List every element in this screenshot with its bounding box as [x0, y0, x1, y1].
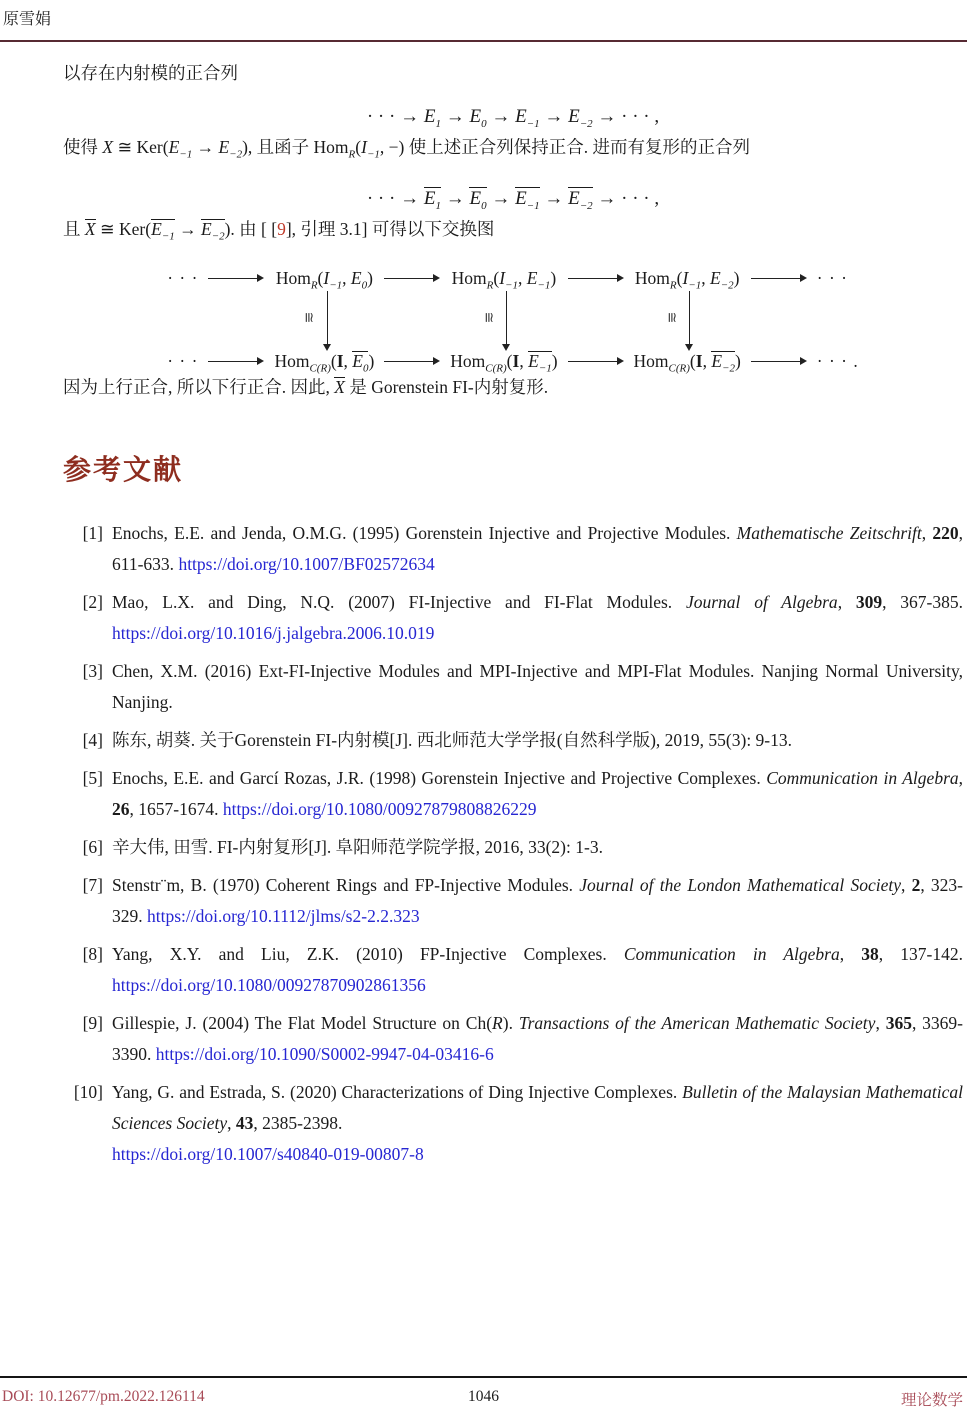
diagram-dots: · · · [816, 268, 849, 288]
text-segment: 43 [235, 1113, 254, 1133]
text-segment: ). [502, 1013, 519, 1033]
text-segment: I [695, 351, 703, 371]
text-segment: 陈东, 胡葵. 关于Gorenstein FI-内射模[J]. 西北师范大学学报(自然科学版), 2019, 55(3): 9-13. [112, 730, 793, 750]
text-segment: , [342, 268, 351, 288]
text-segment: Journal of the London Mathematical Society [579, 875, 901, 895]
subscript: −2 [229, 148, 243, 161]
text-segment: Hom$_R$ [451, 268, 494, 292]
text-segment: → [440, 188, 470, 209]
text-segment: , [343, 351, 353, 371]
text-segment: ) [368, 351, 375, 371]
reference-item [63, 656, 963, 718]
text-segment: → · · · , [592, 106, 660, 127]
iso-arrow-down-icon [481, 289, 527, 351]
text-segment: $E_{-2}$ [218, 137, 243, 161]
iso-arrow-down-icon [664, 289, 710, 351]
text-segment: ( [355, 137, 362, 157]
arrow-right-icon [384, 357, 440, 366]
reference-label: [8] [82, 944, 103, 964]
reference-item [63, 939, 963, 1001]
subscript: −1 [538, 362, 552, 375]
arrow-right-icon [384, 274, 440, 283]
page-number: 1046 [468, 1388, 499, 1405]
text-segment: → [192, 137, 219, 157]
text-segment: ) [551, 351, 558, 371]
diagram-cell-bottom-1 [274, 351, 375, 375]
text-segment: Hom$_{C(R)}$ [633, 351, 690, 375]
text-segment: , [875, 1013, 886, 1033]
text-segment: ), 且函子 Hom$_R$ [242, 137, 356, 161]
subscript: 0 [481, 117, 487, 130]
text-segment: , 1657-1674. [129, 799, 223, 819]
text-segment: $E_{-1}$ [528, 351, 552, 375]
arrow-right-icon [208, 357, 264, 366]
text-segment: → [486, 188, 516, 209]
text-segment: → [539, 106, 569, 127]
paragraph-conclusion [63, 372, 963, 402]
reference-item [63, 1077, 963, 1170]
reference-list [63, 518, 963, 1170]
subscript: C(R) [309, 362, 331, 375]
text-segment: 是 Gorenstein FI-内射复形. [344, 377, 549, 397]
reference-label: [2] [82, 592, 103, 612]
subscript: −2 [720, 279, 734, 292]
text-segment: $E_{-1}$ [515, 188, 540, 212]
text-segment: $E_{-2}$ [200, 219, 225, 243]
text-segment: , [958, 768, 964, 788]
commutative-diagram [63, 268, 963, 375]
diagram-cell-bottom-2 [450, 351, 558, 375]
text-segment: ). 由 [ [ [224, 219, 278, 239]
doi-link[interactable]: https://doi.org/10.1016/j.jalgebra.2006.10.019 [112, 623, 435, 643]
text-segment: ( [493, 268, 500, 288]
text-segment: I [336, 351, 344, 371]
text-segment: ( [330, 351, 337, 371]
isomorphism-label: ≅ [300, 311, 316, 324]
text-segment: , [701, 268, 710, 288]
text-segment: → [539, 188, 569, 209]
subscript: 1 [435, 199, 441, 212]
diagram-cell-top-3 [634, 268, 740, 292]
subscript: 0 [361, 279, 368, 292]
subscript: C(R) [485, 362, 507, 375]
text-segment: ) [733, 268, 740, 288]
text-segment: Hom$_R$ [634, 268, 677, 292]
text-segment: , [227, 1113, 236, 1133]
diagram-dots: · · · [167, 351, 199, 371]
text-segment: , 367-385. [882, 592, 964, 612]
subscript: 1 [435, 117, 441, 130]
main-content [63, 58, 963, 1177]
subscript: 0 [362, 362, 369, 375]
reference-label: [9] [82, 1013, 103, 1033]
text-segment: → [486, 106, 516, 127]
text-segment: $E_1$ [423, 188, 441, 212]
text-segment: Bulletin of the Malaysian Mathematical Sciences Society [112, 1082, 963, 1133]
reference-label: [5] [82, 768, 103, 788]
text-segment: $E_{-2}$ [711, 351, 735, 375]
text-segment: Gillespie, J. (2004) The Flat Model Structure on Ch( [112, 1013, 493, 1033]
reference-text [112, 1008, 963, 1070]
arrow-right-icon [568, 274, 624, 283]
reference-label: [10] [73, 1082, 103, 1102]
text-segment: ≅ Ker( [95, 219, 152, 239]
text-segment: X [102, 137, 114, 157]
reference-text [112, 587, 963, 649]
text-segment: , 137-142. [878, 944, 964, 964]
doi-link[interactable]: https://doi.org/10.1080/00927879808826229 [222, 799, 537, 819]
text-segment: $E_{-2}$ [568, 106, 593, 130]
reference-item [63, 725, 963, 756]
text-segment: $I_{-1}$ [323, 268, 343, 292]
reference-item [63, 870, 963, 932]
subscript: −1 [366, 148, 380, 161]
text-segment: Enochs, E.E. and Garcí Rozas, J.R. (1998) Gorenstein Injective and Projective Complexes. [112, 768, 767, 788]
text-segment: Yang, G. and Estrada, S. (2020) Characterizations of Ding Injective Complexes. [112, 1082, 683, 1102]
text-segment: · · · → [366, 188, 424, 209]
text-segment: $E_0$ [352, 351, 369, 375]
reference-text [112, 939, 963, 1001]
text-segment: , [702, 351, 712, 371]
reference-item [63, 587, 963, 649]
subscript: −1 [526, 117, 540, 130]
doi-link[interactable]: https://doi.org/10.1090/S0002-9947-04-03416-6 [155, 1044, 494, 1064]
subscript: −1 [505, 279, 518, 292]
text-segment: $E_1$ [423, 106, 441, 130]
text-segment: , [839, 944, 862, 964]
subscript: −2 [211, 230, 225, 243]
text-segment: , [921, 523, 933, 543]
text-segment: $E_{-2}$ [709, 268, 734, 292]
reference-text [112, 870, 963, 932]
text-segment: 2 [911, 875, 921, 895]
text-segment: 因为上行正合, 所以下行正合. 因此, [63, 377, 335, 397]
subscript: −1 [688, 279, 702, 292]
text-segment: $E_0$ [469, 188, 487, 212]
doi-link[interactable]: https://doi.org/10.1007/s40840-019-00807-8 [112, 1144, 424, 1164]
display-formula-injective-modules [63, 102, 963, 132]
isomorphism-label: ≅ [663, 311, 679, 324]
subscript: R [669, 279, 677, 292]
reference-item [63, 1008, 963, 1070]
reference-text [112, 832, 963, 863]
subscript: R [348, 148, 356, 161]
text-segment: , 323-329. [112, 875, 964, 926]
doi-link[interactable]: https://doi.org/10.1112/jlms/s2-2.2.323 [147, 906, 420, 926]
text-segment: $E_{-1}$ [515, 106, 540, 130]
page-header-author: 原雪娟 [3, 11, 52, 28]
text-segment: Chen, X.M. (2016) Ext-FI-Injective Modules and MPI-Injective and MPI-Flat Modules. Nanjing Normal University, Nanjing. [112, 661, 963, 712]
text-segment: ) [550, 268, 557, 288]
text-segment: 26 [112, 799, 130, 819]
text-segment: $I_{-1}$ [499, 268, 518, 292]
text-segment: ( [506, 351, 513, 371]
paragraph-kernel-condition [63, 132, 963, 162]
subscript: −1 [537, 279, 551, 292]
text-segment: $E_{-1}$ [151, 219, 175, 243]
text-segment: , 2385-2398. [253, 1113, 343, 1133]
text-segment: Transactions of the American Mathematic Society [518, 1013, 876, 1033]
reference-item [63, 518, 963, 580]
subscript: C(R) [668, 362, 690, 375]
reference-label: [6] [82, 837, 103, 857]
text-segment: Mao, L.X. and Ding, N.Q. (2007) FI-Injective and FI-Flat Modules. [112, 592, 686, 612]
text-segment: ) [367, 268, 373, 288]
text-segment: ( [676, 268, 683, 288]
text-segment: , 611-633. [112, 523, 963, 574]
text-segment: $E_{-1}$ [526, 268, 551, 292]
subscript: −2 [579, 117, 593, 130]
text-segment: 38 [861, 944, 879, 964]
footer-doi: DOI: 10.12677/pm.2022.126114 [2, 1388, 205, 1405]
text-segment: ( [689, 351, 696, 371]
reference-text [112, 518, 963, 580]
subscript: −1 [329, 279, 343, 292]
subscript: −2 [579, 199, 593, 212]
text-segment: 且 [63, 219, 85, 239]
text-segment: , −) 使上述正合列保持正合. 进而有复形的正合列 [379, 137, 750, 157]
text-segment: Hom$_R$ [275, 268, 318, 292]
diagram-cell-top-2 [451, 268, 557, 292]
subscript: 0 [481, 199, 487, 212]
reference-item [63, 832, 963, 863]
reference-item [63, 763, 963, 825]
reference-text [112, 656, 963, 718]
text-segment: $E_{-2}$ [568, 188, 593, 212]
text-segment: , [519, 351, 529, 371]
text-segment: Enochs, E.E. and Jenda, O.M.G. (1995) Gorenstein Injective and Projective Modules. [112, 523, 737, 543]
reference-text [112, 763, 963, 825]
reference-text [112, 725, 963, 756]
text-segment: I [512, 351, 520, 371]
isomorphism-label: ≅ [480, 311, 496, 324]
text-segment: $I_{-1}$ [682, 268, 702, 292]
text-segment: ], 引理 3.1] 可得以下交换图 [285, 219, 495, 239]
text-segment: , [837, 592, 856, 612]
citation-link[interactable]: 9 [277, 219, 286, 239]
reference-text [112, 1077, 963, 1170]
diagram-dots: · · · . [816, 351, 859, 371]
text-segment: 辛大伟, 田雪. FI-内射复形[J]. 阜阳师范学院学报, 2016, 33(2): 1-3. [112, 837, 603, 857]
footer-journal-name: 理论数学 [900, 1392, 963, 1409]
text-segment: Hom$_{C(R)}$ [450, 351, 507, 375]
text-segment: X [334, 377, 345, 397]
text-segment: Hom$_{C(R)}$ [274, 351, 331, 375]
text-segment: 309 [855, 592, 883, 612]
text-segment: $I_{-1}$ [361, 137, 380, 161]
paragraph-citation-lemma [63, 214, 963, 244]
references-heading: 参考文献 [63, 454, 184, 485]
text-segment: $E_{-1}$ [168, 137, 193, 161]
doi-link[interactable]: https://doi.org/10.1007/BF02572634 [178, 554, 435, 574]
reference-label: [1] [82, 523, 103, 543]
reference-label: [7] [82, 875, 103, 895]
text-segment: ) [734, 351, 741, 371]
text-segment: 使得 [63, 137, 103, 157]
doi-link[interactable]: https://doi.org/10.1080/00927870902861356 [112, 975, 426, 995]
arrow-right-icon [568, 357, 624, 366]
text-segment: , [901, 875, 912, 895]
text-segment: 365 [885, 1013, 912, 1033]
text-segment: Stenstr¨m, B. (1970) Coherent Rings and FP-Injective Modules. [112, 875, 580, 895]
text-segment: X [84, 219, 96, 239]
arrow-right-icon [208, 274, 264, 283]
iso-arrow-down-icon [301, 289, 347, 351]
footer-rule [0, 1376, 967, 1378]
text-segment: ( [317, 268, 324, 288]
subscript: −1 [526, 199, 540, 212]
text-segment: → [440, 106, 470, 127]
paragraph-intro: 以存在内射模的正合列 [63, 63, 238, 83]
text-segment: → [174, 219, 201, 239]
text-segment: Communication in Algebra [766, 768, 959, 788]
header-rule [0, 40, 967, 42]
subscript: −1 [179, 148, 193, 161]
subscript: R [310, 279, 318, 292]
text-segment: , 3369-3390. [112, 1013, 964, 1064]
text-segment: Yang, X.Y. and Liu, Z.K. (2010) FP-Injective Complexes. [112, 944, 624, 964]
text-segment: · · · → [366, 106, 424, 127]
subscript: R [486, 279, 494, 292]
text-segment: ≅ Ker( [113, 137, 169, 157]
text-segment: $E_0$ [469, 106, 487, 130]
text-segment: Mathematische Zeitschrift [736, 523, 922, 543]
diagram-cell-bottom-3 [633, 351, 741, 375]
text-segment: 220 [932, 523, 959, 543]
display-formula-complexes [63, 184, 963, 214]
reference-label: [4] [82, 730, 103, 750]
text-segment: $E_0$ [350, 268, 368, 292]
diagram-cell-top-1 [275, 268, 373, 292]
arrow-right-icon [751, 274, 807, 283]
arrow-right-icon [751, 357, 807, 366]
reference-label: [3] [82, 661, 103, 681]
text-segment: Journal of Algebra [685, 592, 838, 612]
text-segment: → · · · , [592, 188, 660, 209]
text-segment: R [492, 1013, 503, 1033]
text-segment: Communication in Algebra [623, 944, 840, 964]
diagram-dots: · · · [167, 268, 199, 288]
subscript: −1 [161, 230, 175, 243]
subscript: −2 [722, 362, 735, 375]
text-segment: , [517, 268, 527, 288]
